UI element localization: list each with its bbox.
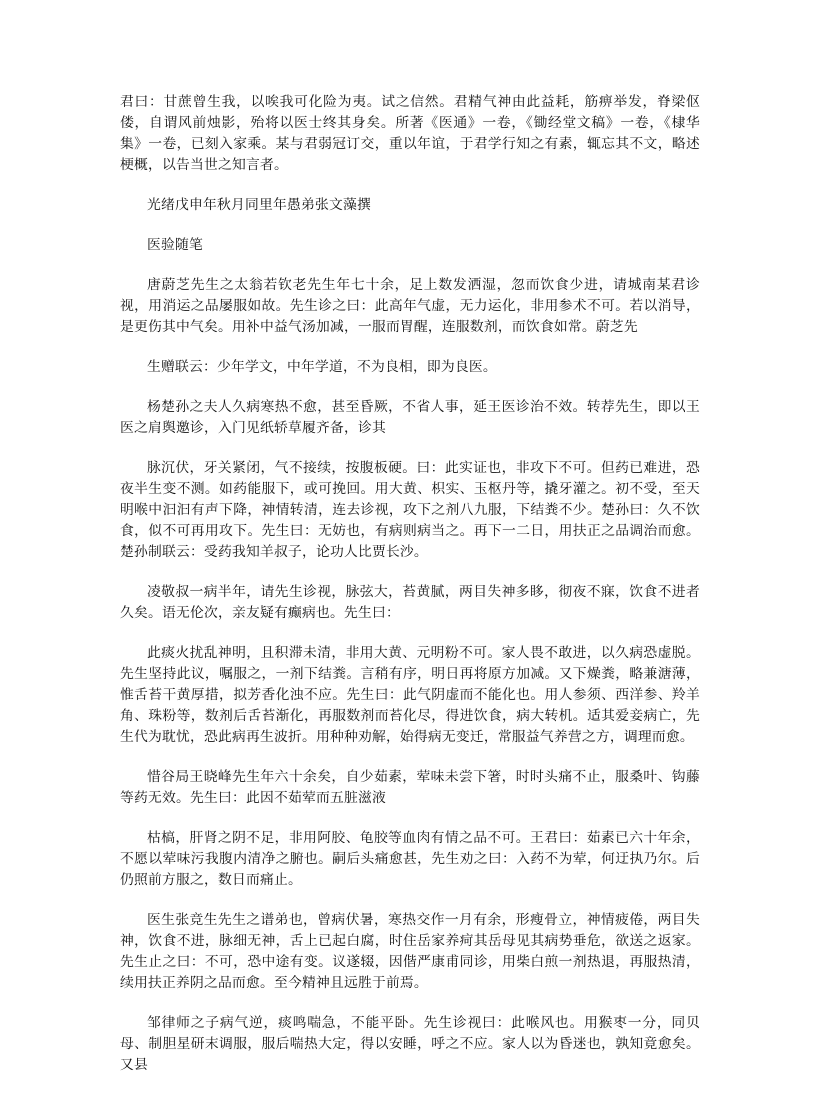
paragraph-case-tang-couplet: 生赠联云：少年学文，中年学道，不为良相，即为良医。 [147,359,497,375]
paragraph-case-tang: 唐蔚芝先生之太翁若钦老先生年七十余，足上数发洒湿，忽而饮食少进，请城南某君诊视，用消运之品屡服如故。先生诊之曰：此高年气虚，无力运化，非用参术不可。若以消导，是更伤其中气矣。用补中益气汤加减，一服而胃醒，连服数剂，而饮食如常。蔚芝先 [120,277,700,335]
document-page [120,92,700,1095]
paragraph-signature: 光绪戊申年秋月同里年愚弟张文藻撰 [147,197,371,213]
paragraph-biography-end: 君曰：甘蔗曾生我，以唉我可化险为夷。试之信然。君精气神由此益耗，筋痹举发，脊梁伛偻，自谓风前烛影，殆将以医士终其身矣。所著《医通》一卷，《锄经堂文稿》一卷，《棣华集》一卷，已刻入家乘。某与君弱冠订交，重以年谊，于君学行知之有素，辄忘其不文，略述梗概，以告当世之知言者。 [120,94,700,173]
paragraph-case-ling: 凌敬叔一病半年，请先生诊视，脉弦大，苔黄腻，两目失神多眵，彻夜不寐，饮食不进者久矣。语无伦次，亲友疑有癫病也。先生曰： [120,584,700,621]
paragraph-case-wang: 惜谷局王晓峰先生年六十余矣，自少茹素，荤味未尝下箸，时时头痛不止，服桑叶、钩藤等药无效。先生曰：此因不茹荤而五脏滋液 [120,769,700,806]
paragraph-case-yang: 杨楚孙之夫人久病寒热不愈，甚至昏厥，不省人事，延王医诊治不效。转荐先生，即以王医之肩舆邀诊，入门见纸轿草履齐备，诊其 [120,399,700,436]
paragraph-case-zou: 邹律师之子病气逆，痰鸣喘急，不能平卧。先生诊视曰：此喉风也。用猴枣一分，同贝母、制胆星研末调服，服后喘热大定，得以安睡，呼之不应。家人以为昏迷也，孰知竟愈矣。又县 [120,1015,700,1073]
section-heading: 医验随笔 [147,237,203,253]
paragraph-case-yang-treatment: 脉沉伏，牙关紧闭，气不接续，按腹板硬。曰：此实证也，非攻下不可。但药已难进，恐夜半生变不测。如药能服下，或可挽回。用大黄、枳实、玉枢丹等，撬牙灌之。初不受，至天明喉中汩汩有声下降，神情转清，连去诊视，攻下之剂八九服，下结粪不少。楚孙曰：久不饮食，似不可再用攻下。先生曰：无妨也，有病则病当之。再下一二日，用扶正之品调治而愈。楚孙制联云：受药我知羊叔子，论功人比贾长沙。 [120,460,700,560]
paragraph-case-zhang: 医生张竞生先生之谱弟也，曾病伏暑，寒热交作一月有余，形瘦骨立，神情疲倦，两目失神，饮食不进，脉细无神，舌上已起白腐，时住岳家养疴其岳母见其病势垂危，欲送之返家。先生止之曰：不可，恐中途有变。议遂辍，因偕严康甫同诊，用柴白煎一剂热退，再服热清，续用扶正养阴之品而愈。至今精神且远胜于前焉。 [120,912,700,991]
paragraph-case-ling-treatment: 此痰火扰乱神明，且积滞未清，非用大黄、元明粉不可。家人畏不敢进，以久病恐虚脱。先生坚持此议，嘱服之，一剂下结粪。言稍有序，明日再将原方加减。又下燥粪，略兼溏薄，惟舌苔干黄厚措，拟芳香化浊不应。先生曰：此气阴虚而不能化也。用人参须、西洋参、羚羊角、珠粉等，数剂后舌苔渐化，再服数剂而苔化尽，得进饮食，病大转机。适其爱妾病亡，先生代为耽忧，恐此病再生波折。用种种劝解，始得病无变迁，常服益气养营之方，调理而愈。 [120,645,700,745]
paragraph-case-wang-treatment: 枯槁，肝肾之阴不足，非用阿胶、龟胶等血肉有情之品不可。王君曰：茹素已六十年余，不愿以荤味污我腹内清净之腑也。嗣后头痛愈甚，先生劝之曰：入药不为荤，何迂执乃尔。后仍照前方服之，数日而痛止。 [120,830,700,888]
